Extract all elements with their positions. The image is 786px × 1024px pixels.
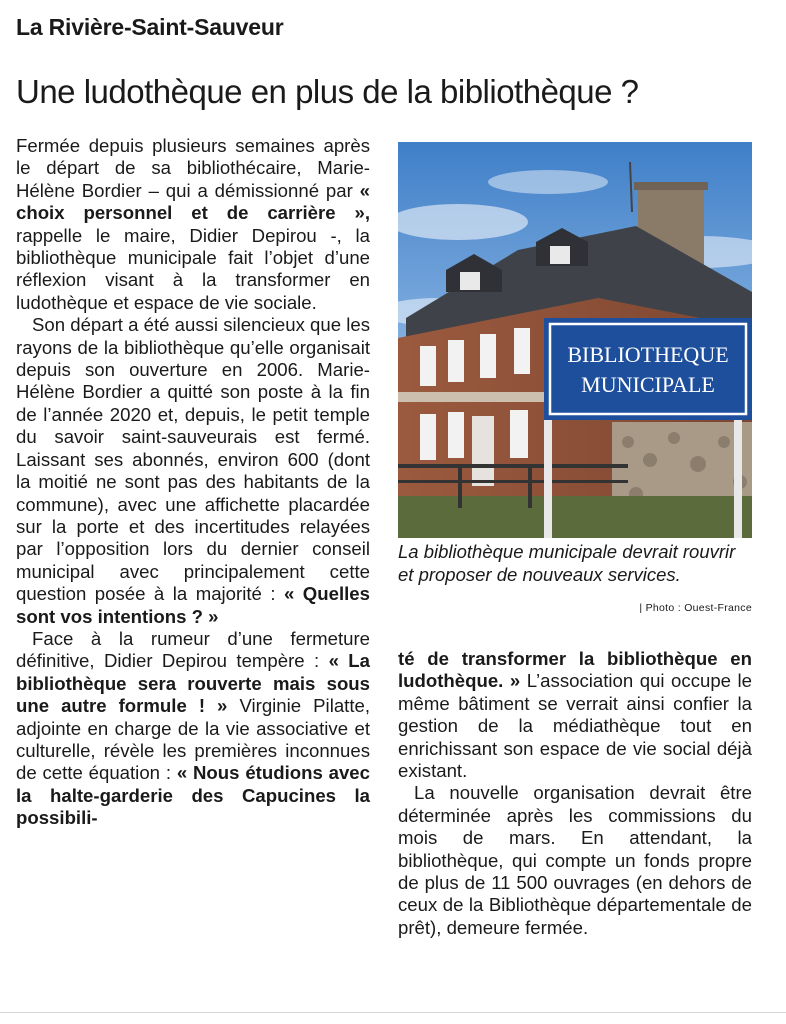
page-bottom-rule [0, 1012, 786, 1013]
photo-caption: La bibliothèque municipale devrait rouvrir et proposer de nouveaux services. [398, 541, 736, 585]
sign-line-1: BIBLIOTHEQUE [567, 342, 729, 367]
paragraph-2: Son départ a été aussi silencieux que les rayons de la bibliothèque qu’elle organisait depuis son ouverture en 2006. Marie-Hélène Bordier a quitté son poste à la fin de l’année 2020 et, depuis, le petit temple du savoir saint-sauveurais est fermé. Laissant ses abonnés, environ 600 (dont la moitié ne sont pas des habitants de la commune), avec une affichette placardée sur la porte et des incertitudes relayées par l’opposition lors du dernier conseil municipal avec principalement cette question posée à la majorité : « Quelles sont vos intentions ? » [16, 314, 371, 627]
paragraph-4: La nouvelle organisation devrait être déterminée après les commissions du mois de mars. En attendant, la bibliothèque, qui compte un fonds propre de plus de 11 500 ouvrages (en dehors de ceux de la Bibliothèque départementale de prêt), demeure fermée. [398, 782, 752, 938]
sign-line-2: MUNICIPALE [581, 372, 715, 397]
article-column-left [16, 135, 370, 830]
article-headline: Une ludothèque en plus de la bibliothèque ? [16, 73, 639, 110]
paragraph-1: Fermée depuis plusieurs semaines après le départ de sa bibliothécaire, Marie-Hélène Bordier – qui a démissionné par « choix personnel et de carrière », rappelle le maire, Didier Depirou -, la bibliothèque municipale fait l’objet d’une réflexion visant à la transformer en ludothèque et espace de vie sociale. [16, 135, 370, 313]
photo-credit: | Photo : Ouest-France [639, 602, 752, 614]
library-photo [398, 142, 752, 538]
article-column-right [398, 648, 752, 939]
paragraph-3-continued: té de transformer la bibliothèque en ludothèque. » L’association qui occupe le même bâtiment se verrait ainsi confier la gestion de la médiathèque tout en enrichissant son espace de vie social déjà existant. [398, 648, 753, 782]
section-location: La Rivière-Saint-Sauveur [16, 14, 284, 40]
paragraph-3: Face à la rumeur d’une fermeture définitive, Didier Depirou tempère : « La bibliothèque sera rouverte mais sous une autre formule ! » Virginie Pilatte, adjointe en charge de la vie associative et culturelle, révèle les premières inconnues de cette équation : « Nous étudions avec la halte-garderie des Capucines la possibili- [16, 627, 370, 829]
